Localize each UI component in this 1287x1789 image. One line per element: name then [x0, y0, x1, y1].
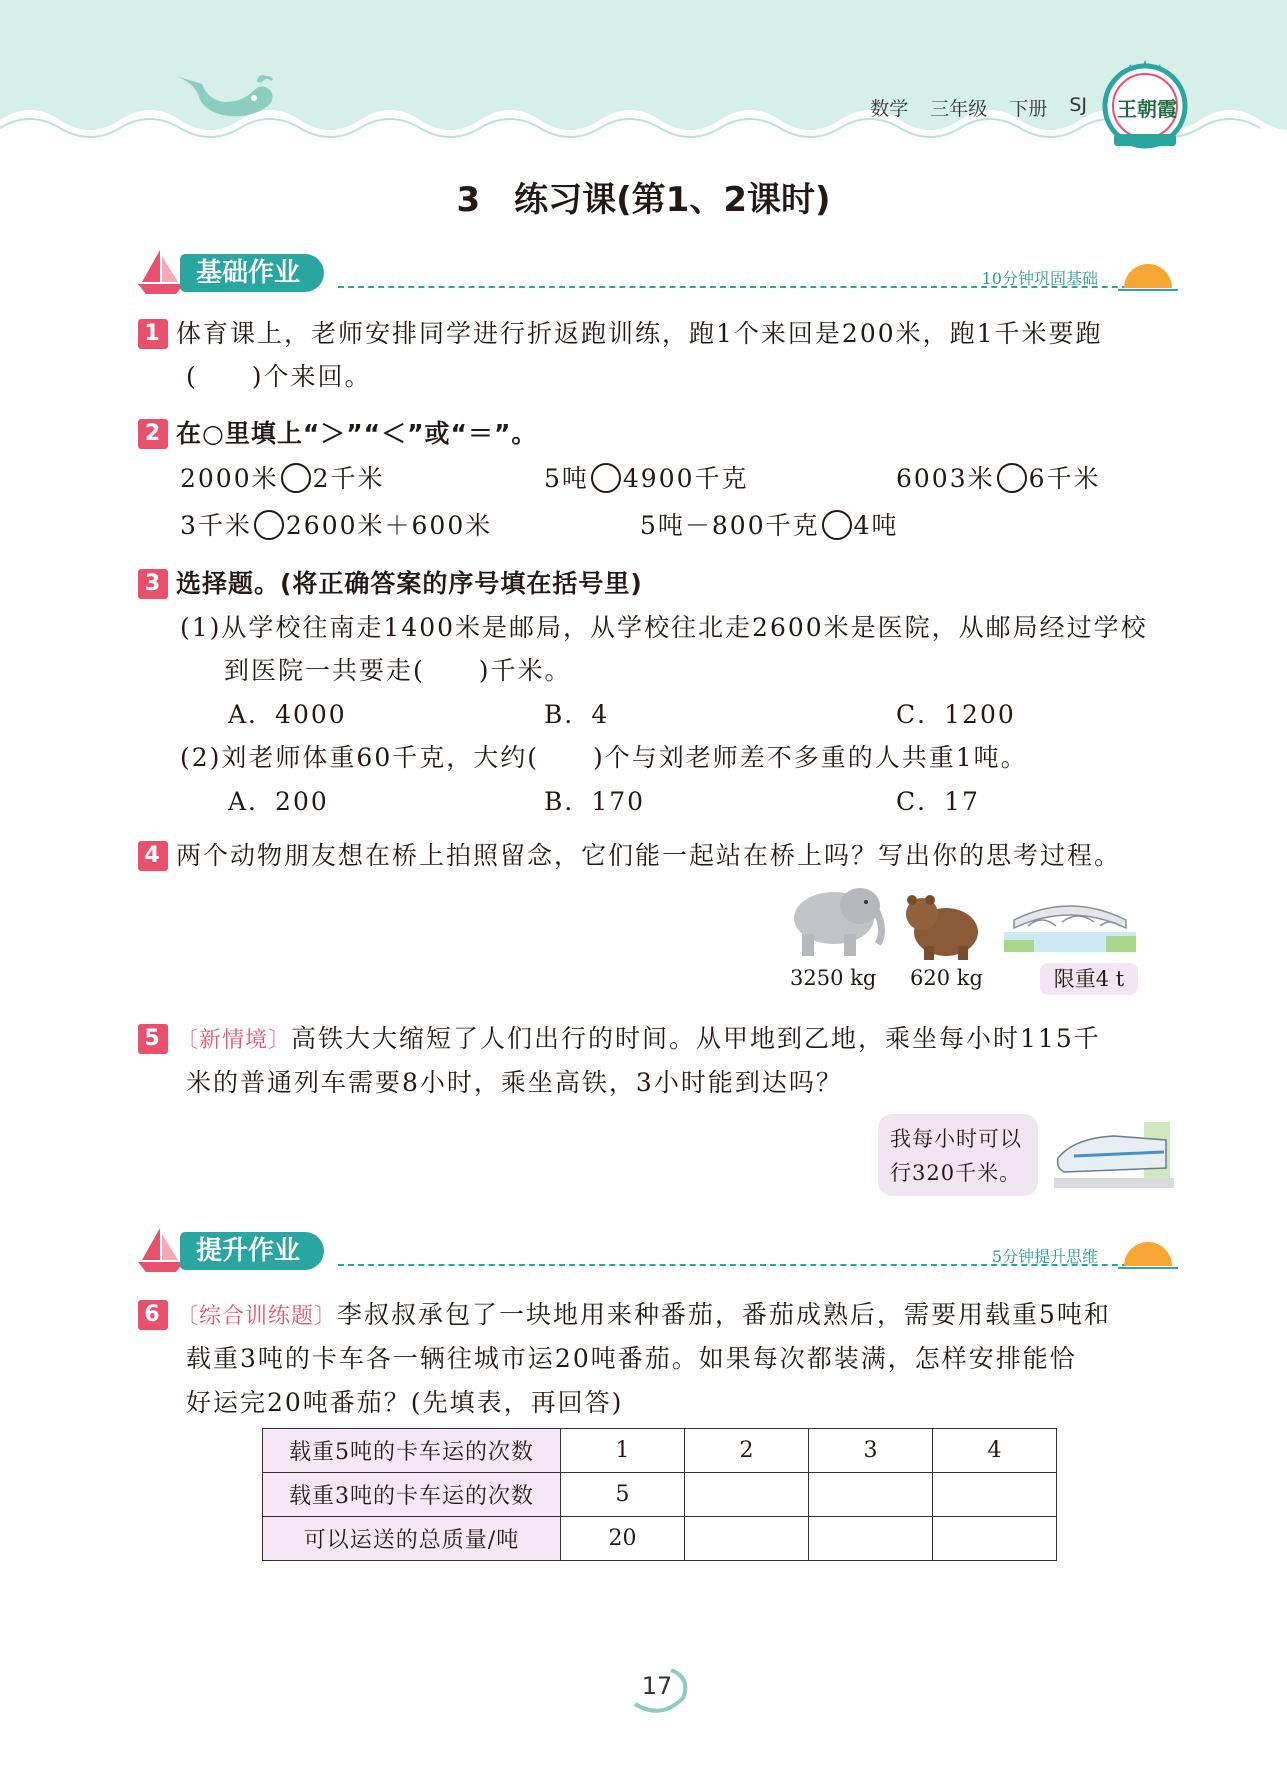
q2-item2-left: 5吨 — [544, 464, 589, 493]
brand-logo-text: 王朝霞 — [1117, 97, 1177, 121]
bear-icon — [902, 892, 982, 962]
row-label: 可以运送的总质量/吨 — [263, 1517, 561, 1561]
compare-circle[interactable] — [591, 463, 621, 493]
sunrise-icon — [1118, 1232, 1178, 1272]
q2-item5-right: 4吨 — [853, 511, 899, 540]
compare-circle[interactable] — [254, 510, 284, 540]
q2-number: 2 — [138, 419, 168, 449]
q3-sub1-option-c[interactable]: C．1200 — [896, 700, 1016, 729]
table-cell-blank[interactable] — [933, 1517, 1057, 1561]
q1-text-line1: 体育课上，老师安排同学进行折返跑训练，跑1个来回是200米，跑1千米要跑 — [176, 319, 1103, 348]
bridge-limit-badge: 限重4 t — [1040, 963, 1138, 995]
q2-item3-left: 6003米 — [896, 464, 995, 493]
q5-line1 — [138, 1019, 1101, 1055]
sailboat-icon — [138, 248, 186, 296]
page-title: 3 练习课(第1、2课时) — [456, 180, 831, 220]
table-cell: 5 — [561, 1473, 685, 1517]
q6-number: 6 — [138, 1300, 168, 1330]
q3-prompt: 选择题。(将正确答案的序号填在括号里) — [176, 569, 643, 598]
bridge-icon — [1004, 896, 1136, 952]
q2-prompt-line — [138, 414, 537, 450]
page-number: 17 — [641, 1672, 673, 1700]
truck-plan-table — [262, 1428, 1057, 1561]
subject-label: 数学 — [870, 98, 909, 120]
q2-item — [180, 506, 492, 542]
compare-circle[interactable] — [822, 510, 852, 540]
row-label: 载重5吨的卡车运的次数 — [263, 1429, 561, 1473]
section-advanced-label: 提升作业 — [180, 1232, 324, 1270]
q4-number: 4 — [138, 841, 168, 871]
table-cell: 20 — [561, 1517, 685, 1561]
section-advanced — [138, 1222, 1178, 1282]
edition-label: SJ — [1069, 94, 1087, 116]
q3-sub2: (2)刘老师体重60千克，大约( )个与刘老师差不多重的人共重1吨。 — [180, 743, 1028, 772]
section-basic-tag: 10分钟巩固基础 — [981, 269, 1098, 288]
sailboat-icon — [138, 1226, 186, 1274]
table-row — [263, 1517, 1057, 1561]
q2-item3-right: 6千米 — [1028, 464, 1101, 493]
elephant-icon — [782, 878, 886, 958]
q1-line1 — [138, 314, 1103, 350]
table-cell: 4 — [933, 1429, 1057, 1473]
q2-item — [896, 459, 1101, 495]
q2-item2-right: 4900千克 — [622, 464, 749, 493]
table-row — [263, 1473, 1057, 1517]
high-speed-train-icon — [1054, 1118, 1174, 1196]
q1-line2: ( )个来回。 — [186, 362, 372, 391]
q2-item1-left: 2000米 — [180, 464, 279, 493]
table-cell-blank[interactable] — [809, 1517, 933, 1561]
table-cell: 1 — [561, 1429, 685, 1473]
q3-sub2-option-a[interactable]: A．200 — [228, 787, 329, 816]
sunrise-icon — [1118, 254, 1178, 294]
q2-item4-left: 3千米 — [180, 511, 252, 540]
table-cell-blank[interactable] — [685, 1473, 809, 1517]
q6-line3: 好运完20吨番茄？(先填表，再回答) — [186, 1388, 624, 1417]
q3-number: 3 — [138, 569, 168, 599]
q6-line1 — [138, 1295, 1111, 1331]
q2-item — [640, 506, 899, 542]
whale-icon — [172, 72, 282, 132]
row-label: 载重3吨的卡车运的次数 — [263, 1473, 561, 1517]
q5-line2: 米的普通列车需要8小时，乘坐高铁，3小时能到达吗？ — [186, 1068, 843, 1097]
q5-text-line1: 高铁大大缩短了人们出行的时间。从甲地到乙地，乘坐每小时115千 — [291, 1024, 1101, 1053]
q2-item — [544, 459, 749, 495]
header-meta — [870, 94, 1087, 121]
section-advanced-tag: 5分钟提升思维 — [991, 1247, 1098, 1266]
q5-tag: 〔新情境〕 — [176, 1028, 292, 1053]
q6-tag: 〔综合训练题〕 — [176, 1304, 338, 1329]
section-basic-label: 基础作业 — [180, 254, 324, 292]
q6-text-line1: 李叔叔承包了一块地用来种番茄，番茄成熟后，需要用载重5吨和 — [337, 1300, 1111, 1329]
q1-number: 1 — [138, 319, 168, 349]
q2-item1-right: 2千米 — [312, 464, 385, 493]
q2-prompt: 在○里填上“＞”“＜”或“＝”。 — [176, 419, 538, 448]
q2-item4-right: 2600米＋600米 — [285, 511, 493, 540]
q2-item5-left: 5吨－800千克 — [640, 511, 820, 540]
q3-sub2-option-c[interactable]: C．17 — [896, 787, 980, 816]
speech-bubble — [878, 1114, 1038, 1196]
bear-weight: 620 kg — [910, 966, 983, 990]
table-row — [263, 1429, 1057, 1473]
elephant-weight: 3250 kg — [790, 966, 877, 990]
q4-text: 两个动物朋友想在桥上拍照留念，它们能一起站在桥上吗？写出你的思考过程。 — [176, 841, 1122, 870]
q5-number: 5 — [138, 1024, 168, 1054]
bubble-line1: 我每小时可以 — [890, 1127, 1022, 1151]
table-cell-blank[interactable] — [685, 1517, 809, 1561]
q2-item — [180, 459, 385, 495]
q3-prompt-line — [138, 564, 643, 600]
q3-sub1-line2: 到医院一共要走( )千米。 — [224, 656, 572, 685]
section-basic — [138, 244, 1178, 304]
q3-sub2-option-b[interactable]: B．170 — [544, 787, 646, 816]
volume-label: 下册 — [1009, 98, 1048, 120]
table-cell: 2 — [685, 1429, 809, 1473]
table-cell: 3 — [809, 1429, 933, 1473]
q3-sub1-option-a[interactable]: A．4000 — [228, 700, 347, 729]
q3-sub1-line1: (1)从学校往南走1400米是邮局，从学校往北走2600米是医院，从邮局经过学校 — [180, 613, 1148, 642]
compare-circle[interactable] — [281, 463, 311, 493]
q4-line — [138, 836, 1121, 872]
table-cell-blank[interactable] — [809, 1473, 933, 1517]
grade-label: 三年级 — [930, 98, 988, 120]
q6-line2: 载重3吨的卡车各一辆往城市运20吨番茄。如果每次都装满，怎样安排能恰 — [186, 1344, 1077, 1373]
table-cell-blank[interactable] — [933, 1473, 1057, 1517]
q3-sub1-option-b[interactable]: B．4 — [544, 700, 610, 729]
compare-circle[interactable] — [997, 463, 1027, 493]
bubble-line2: 行320千米。 — [890, 1161, 1022, 1185]
